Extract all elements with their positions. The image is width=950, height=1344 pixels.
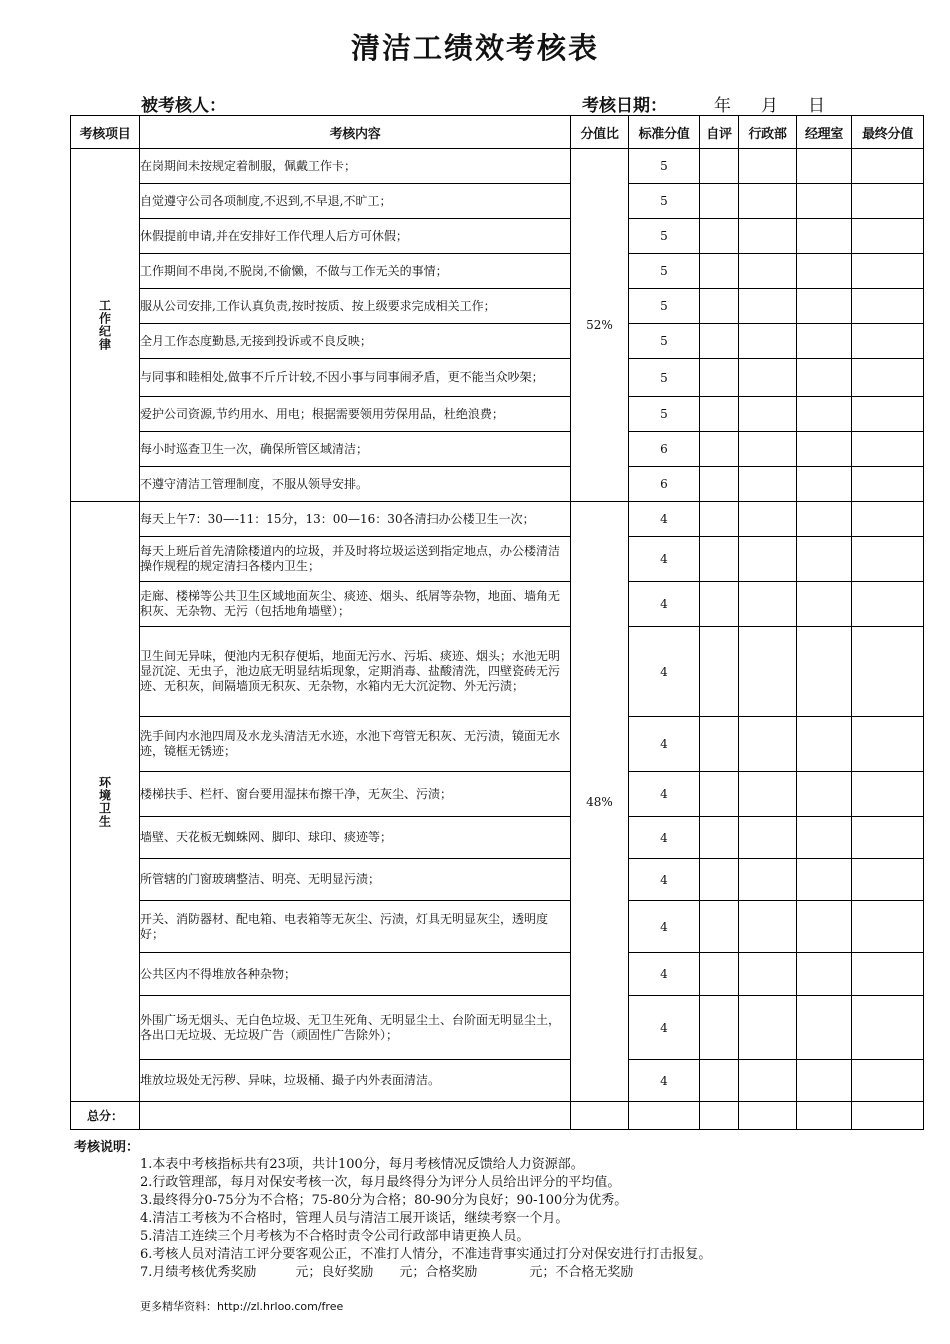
standard-score-cell: 5 <box>629 324 700 359</box>
table-row <box>71 467 924 502</box>
self-eval-cell[interactable] <box>700 397 739 432</box>
criterion-text: 爱护公司资源,节约用水、用电；根据需要领用劳保用品，杜绝浪费； <box>140 397 571 432</box>
total-final-score-cell[interactable] <box>852 1102 924 1130</box>
table-row <box>71 953 924 996</box>
table-row <box>71 397 924 432</box>
admin-dept-cell[interactable] <box>739 289 797 324</box>
table-row <box>71 859 924 901</box>
table-row <box>71 289 924 324</box>
criterion-text: 服从公司安排,工作认真负责,按时按质、按上级要求完成相关工作； <box>140 289 571 324</box>
admin-dept-cell[interactable] <box>739 359 797 397</box>
admin-dept-cell[interactable] <box>739 432 797 467</box>
criterion-text: 工作期间不串岗,不脱岗,不偷懒，不做与工作无关的事情； <box>140 254 571 289</box>
table-row <box>71 717 924 772</box>
final-score-cell[interactable] <box>852 953 924 996</box>
criterion-text: 不遵守清洁工管理制度，不服从领导安排。 <box>140 467 571 502</box>
criterion-text: 与同事和睦相处,做事不斤斤计较,不因小事与同事闹矛盾，更不能当众吵架； <box>140 359 571 397</box>
standard-score-cell: 5 <box>629 254 700 289</box>
admin-dept-cell[interactable] <box>739 1060 797 1102</box>
note-item: 7.月绩考核优秀奖励 元；良好奖励 元；合格奖励 元；不合格无奖励 <box>140 1265 634 1280</box>
standard-score-cell: 4 <box>629 627 700 717</box>
self-eval-cell[interactable] <box>700 184 739 219</box>
standard-score-cell: 5 <box>629 184 700 219</box>
manager-office-cell[interactable] <box>797 996 852 1060</box>
final-score-cell[interactable] <box>852 1060 924 1102</box>
admin-dept-cell[interactable] <box>739 859 797 901</box>
manager-office-cell[interactable] <box>797 772 852 817</box>
col-header-weight: 分值比 <box>571 116 629 149</box>
self-eval-cell[interactable] <box>700 537 739 582</box>
table-row <box>71 627 924 717</box>
manager-office-cell[interactable] <box>797 359 852 397</box>
admin-dept-cell[interactable] <box>739 953 797 996</box>
manager-office-cell[interactable] <box>797 1060 852 1102</box>
manager-office-cell[interactable] <box>797 432 852 467</box>
self-eval-cell[interactable] <box>700 627 739 717</box>
admin-dept-cell[interactable] <box>739 254 797 289</box>
criterion-text: 公共区内不得堆放各种杂物； <box>140 953 571 996</box>
manager-office-cell[interactable] <box>797 627 852 717</box>
manager-office-cell[interactable] <box>797 289 852 324</box>
final-score-cell[interactable] <box>852 772 924 817</box>
criterion-text: 墙壁、天花板无蜘蛛网、脚印、球印、痰迹等； <box>140 817 571 859</box>
criterion-text: 楼梯扶手、栏杆、窗台要用湿抹布擦干净，无灰尘、污渍； <box>140 772 571 817</box>
final-score-cell[interactable] <box>852 149 924 184</box>
standard-score-cell: 4 <box>629 953 700 996</box>
final-score-cell[interactable] <box>852 184 924 219</box>
table-row <box>71 254 924 289</box>
total-content-cell <box>140 1102 571 1130</box>
final-score-cell[interactable] <box>852 996 924 1060</box>
table-body <box>71 149 924 1130</box>
table-row <box>71 817 924 859</box>
col-header-admin-dept: 行政部 <box>739 116 797 149</box>
manager-office-cell[interactable] <box>797 219 852 254</box>
self-eval-cell[interactable] <box>700 772 739 817</box>
self-eval-cell[interactable] <box>700 582 739 627</box>
table-row <box>71 184 924 219</box>
total-manager-office-cell[interactable] <box>797 1102 852 1130</box>
self-eval-cell[interactable] <box>700 1060 739 1102</box>
criterion-text: 休假提前申请,并在安排好工作代理人后方可休假； <box>140 219 571 254</box>
manager-office-cell[interactable] <box>797 397 852 432</box>
final-score-cell[interactable] <box>852 359 924 397</box>
final-score-cell[interactable] <box>852 817 924 859</box>
admin-dept-cell[interactable] <box>739 467 797 502</box>
self-eval-cell[interactable] <box>700 717 739 772</box>
final-score-cell[interactable] <box>852 717 924 772</box>
standard-score-cell: 4 <box>629 502 700 537</box>
criterion-text: 每天上午7：30—-11：15分，13：00—16：30各清扫办公楼卫生一次； <box>140 502 571 537</box>
criterion-text: 全月工作态度勤恳,无接到投诉或不良反映； <box>140 324 571 359</box>
col-header-category: 考核项目 <box>71 116 140 149</box>
admin-dept-cell[interactable] <box>739 817 797 859</box>
self-eval-cell[interactable] <box>700 996 739 1060</box>
manager-office-cell[interactable] <box>797 582 852 627</box>
standard-score-cell: 4 <box>629 582 700 627</box>
manager-office-cell[interactable] <box>797 149 852 184</box>
note-item: 3.最终得分0-75分为不合格；75-80分为合格；80-90分为良好；90-100分为优秀。 <box>140 1193 628 1208</box>
self-eval-cell[interactable] <box>700 817 739 859</box>
standard-score-cell: 6 <box>629 467 700 502</box>
self-eval-cell[interactable] <box>700 502 739 537</box>
evaluation-table <box>70 115 924 1130</box>
admin-dept-cell[interactable] <box>739 324 797 359</box>
criterion-text: 每天上班后首先清除楼道内的垃圾，并及时将垃圾运送到指定地点，办公楼清洁操作规程的规定清扫各楼内卫生； <box>140 537 571 582</box>
table-header-row <box>71 116 924 149</box>
table-row <box>71 772 924 817</box>
date-year: 年 <box>714 96 731 116</box>
date-month: 月 <box>761 96 778 116</box>
final-score-cell[interactable] <box>852 901 924 953</box>
final-score-cell[interactable] <box>852 537 924 582</box>
criterion-text: 外围广场无烟头、无白色垃圾、无卫生死角、无明显尘土、台阶面无明显尘土，各出口无垃圾、无垃圾广告（顽固性广告除外）； <box>140 996 571 1060</box>
manager-office-cell[interactable] <box>797 254 852 289</box>
self-eval-cell[interactable] <box>700 359 739 397</box>
self-eval-cell[interactable] <box>700 149 739 184</box>
note-item: 5.清洁工连续三个月考核为不合格时责令公司行政部申请更换人员。 <box>140 1229 530 1244</box>
final-score-cell[interactable] <box>852 859 924 901</box>
table-row <box>71 582 924 627</box>
standard-score-cell: 4 <box>629 817 700 859</box>
standard-score-cell: 4 <box>629 717 700 772</box>
col-header-manager-office: 经理室 <box>797 116 852 149</box>
table-row <box>71 359 924 397</box>
category-cell: 环境卫生 <box>71 502 140 1102</box>
admin-dept-cell[interactable] <box>739 996 797 1060</box>
standard-score-cell: 5 <box>629 219 700 254</box>
standard-score-cell: 4 <box>629 537 700 582</box>
table-row <box>71 901 924 953</box>
self-eval-cell[interactable] <box>700 254 739 289</box>
standard-score-cell: 5 <box>629 359 700 397</box>
criterion-text: 洗手间内水池四周及水龙头清洁无水迹，水池下弯管无积灰、无污渍，镜面无水迹，镜框无锈迹； <box>140 717 571 772</box>
col-header-self-eval: 自评 <box>700 116 739 149</box>
admin-dept-cell[interactable] <box>739 772 797 817</box>
criterion-text: 所管辖的门窗玻璃整洁、明亮、无明显污渍； <box>140 859 571 901</box>
admin-dept-cell[interactable] <box>739 717 797 772</box>
criterion-text: 自觉遵守公司各项制度,不迟到,不早退,不旷工； <box>140 184 571 219</box>
standard-score-cell: 4 <box>629 772 700 817</box>
total-standard-cell <box>629 1102 700 1130</box>
admin-dept-cell[interactable] <box>739 397 797 432</box>
table-row <box>71 537 924 582</box>
total-row <box>71 1102 924 1130</box>
manager-office-cell[interactable] <box>797 184 852 219</box>
standard-score-cell: 5 <box>629 289 700 324</box>
category-cell: 工作纪律 <box>71 149 140 502</box>
table-row <box>71 324 924 359</box>
examinee-label: 被考核人： <box>141 96 226 116</box>
manager-office-cell[interactable] <box>797 324 852 359</box>
standard-score-cell: 4 <box>629 859 700 901</box>
table-row <box>71 996 924 1060</box>
date-label: 考核日期： <box>582 96 667 116</box>
self-eval-cell[interactable] <box>700 324 739 359</box>
standard-score-cell: 6 <box>629 432 700 467</box>
final-score-cell[interactable] <box>852 397 924 432</box>
weight-cell: 48% <box>571 502 629 1102</box>
footer-link-text: 更多精华资料：http://zl.hrloo.com/free <box>140 1300 344 1313</box>
standard-score-cell: 4 <box>629 901 700 953</box>
admin-dept-cell[interactable] <box>739 502 797 537</box>
col-header-final-score: 最终分值 <box>852 116 924 149</box>
manager-office-cell[interactable] <box>797 953 852 996</box>
admin-dept-cell[interactable] <box>739 184 797 219</box>
self-eval-cell[interactable] <box>700 432 739 467</box>
criterion-text: 走廊、楼梯等公共卫生区域地面灰尘、痰迹、烟头、纸屑等杂物，地面、墙角无积灰、无杂物、无污（包括地角墙壁）； <box>140 582 571 627</box>
final-score-cell[interactable] <box>852 502 924 537</box>
final-score-cell[interactable] <box>852 467 924 502</box>
standard-score-cell: 5 <box>629 149 700 184</box>
table-row <box>71 502 924 537</box>
self-eval-cell[interactable] <box>700 859 739 901</box>
weight-cell: 52% <box>571 149 629 502</box>
total-self-eval-cell[interactable] <box>700 1102 739 1130</box>
admin-dept-cell[interactable] <box>739 582 797 627</box>
manager-office-cell[interactable] <box>797 537 852 582</box>
date-day: 日 <box>808 96 825 116</box>
final-score-cell[interactable] <box>852 432 924 467</box>
final-score-cell[interactable] <box>852 289 924 324</box>
standard-score-cell: 4 <box>629 996 700 1060</box>
self-eval-cell[interactable] <box>700 901 739 953</box>
col-header-standard-score: 标准分值 <box>629 116 700 149</box>
self-eval-cell[interactable] <box>700 467 739 502</box>
note-item: 4.清洁工考核为不合格时，管理人员与清洁工展开谈话，继续考察一个月。 <box>140 1211 569 1226</box>
final-score-cell[interactable] <box>852 582 924 627</box>
table-row <box>71 1060 924 1102</box>
table-row <box>71 149 924 184</box>
notes-title: 考核说明： <box>74 1140 140 1155</box>
final-score-cell[interactable] <box>852 627 924 717</box>
total-label: 总分： <box>71 1102 140 1130</box>
col-header-content: 考核内容 <box>140 116 571 149</box>
final-score-cell[interactable] <box>852 254 924 289</box>
criterion-text: 每小时巡查卫生一次，确保所管区域清洁； <box>140 432 571 467</box>
note-item: 6.考核人员对清洁工评分要客观公正，不准打人情分，不准违背事实通过打分对保安进行打击报复。 <box>140 1247 712 1262</box>
notes-list <box>140 1156 920 1282</box>
standard-score-cell: 5 <box>629 397 700 432</box>
manager-office-cell[interactable] <box>797 859 852 901</box>
admin-dept-cell[interactable] <box>739 627 797 717</box>
total-weight-cell <box>571 1102 629 1130</box>
criterion-text: 开关、消防器材、配电箱、电表箱等无灰尘、污渍，灯具无明显灰尘，透明度好； <box>140 901 571 953</box>
admin-dept-cell[interactable] <box>739 149 797 184</box>
table-row <box>71 219 924 254</box>
admin-dept-cell[interactable] <box>739 901 797 953</box>
criterion-text: 在岗期间未按规定着制服，佩戴工作卡； <box>140 149 571 184</box>
note-item: 1.本表中考核指标共有23项，共计100分，每月考核情况反馈给人力资源部。 <box>140 1157 584 1172</box>
page-title: 清洁工绩效考核表 <box>350 31 599 65</box>
manager-office-cell[interactable] <box>797 901 852 953</box>
criterion-text: 卫生间无异味，便池内无积存便垢，地面无污水、污垢、痰迹、烟头；水池无明显沉淀、无虫子，池边底无明显结垢现象，定期消毒、盐酸清洗，四壁瓷砖无污迹、无积灰，间隔墙顶无积灰、无杂物，水箱内无大沉淀物、外无污渍； <box>140 627 571 717</box>
table-row <box>71 432 924 467</box>
admin-dept-cell[interactable] <box>739 537 797 582</box>
admin-dept-cell[interactable] <box>739 219 797 254</box>
self-eval-cell[interactable] <box>700 953 739 996</box>
manager-office-cell[interactable] <box>797 467 852 502</box>
manager-office-cell[interactable] <box>797 817 852 859</box>
manager-office-cell[interactable] <box>797 717 852 772</box>
standard-score-cell: 4 <box>629 1060 700 1102</box>
criterion-text: 堆放垃圾处无污秽、异味，垃圾桶、撮子内外表面清洁。 <box>140 1060 571 1102</box>
final-score-cell[interactable] <box>852 324 924 359</box>
manager-office-cell[interactable] <box>797 502 852 537</box>
self-eval-cell[interactable] <box>700 289 739 324</box>
self-eval-cell[interactable] <box>700 219 739 254</box>
total-admin-dept-cell[interactable] <box>739 1102 797 1130</box>
final-score-cell[interactable] <box>852 219 924 254</box>
note-item: 2.行政管理部，每月对保安考核一次，每月最终得分为评分人员给出评分的平均值。 <box>140 1175 621 1190</box>
